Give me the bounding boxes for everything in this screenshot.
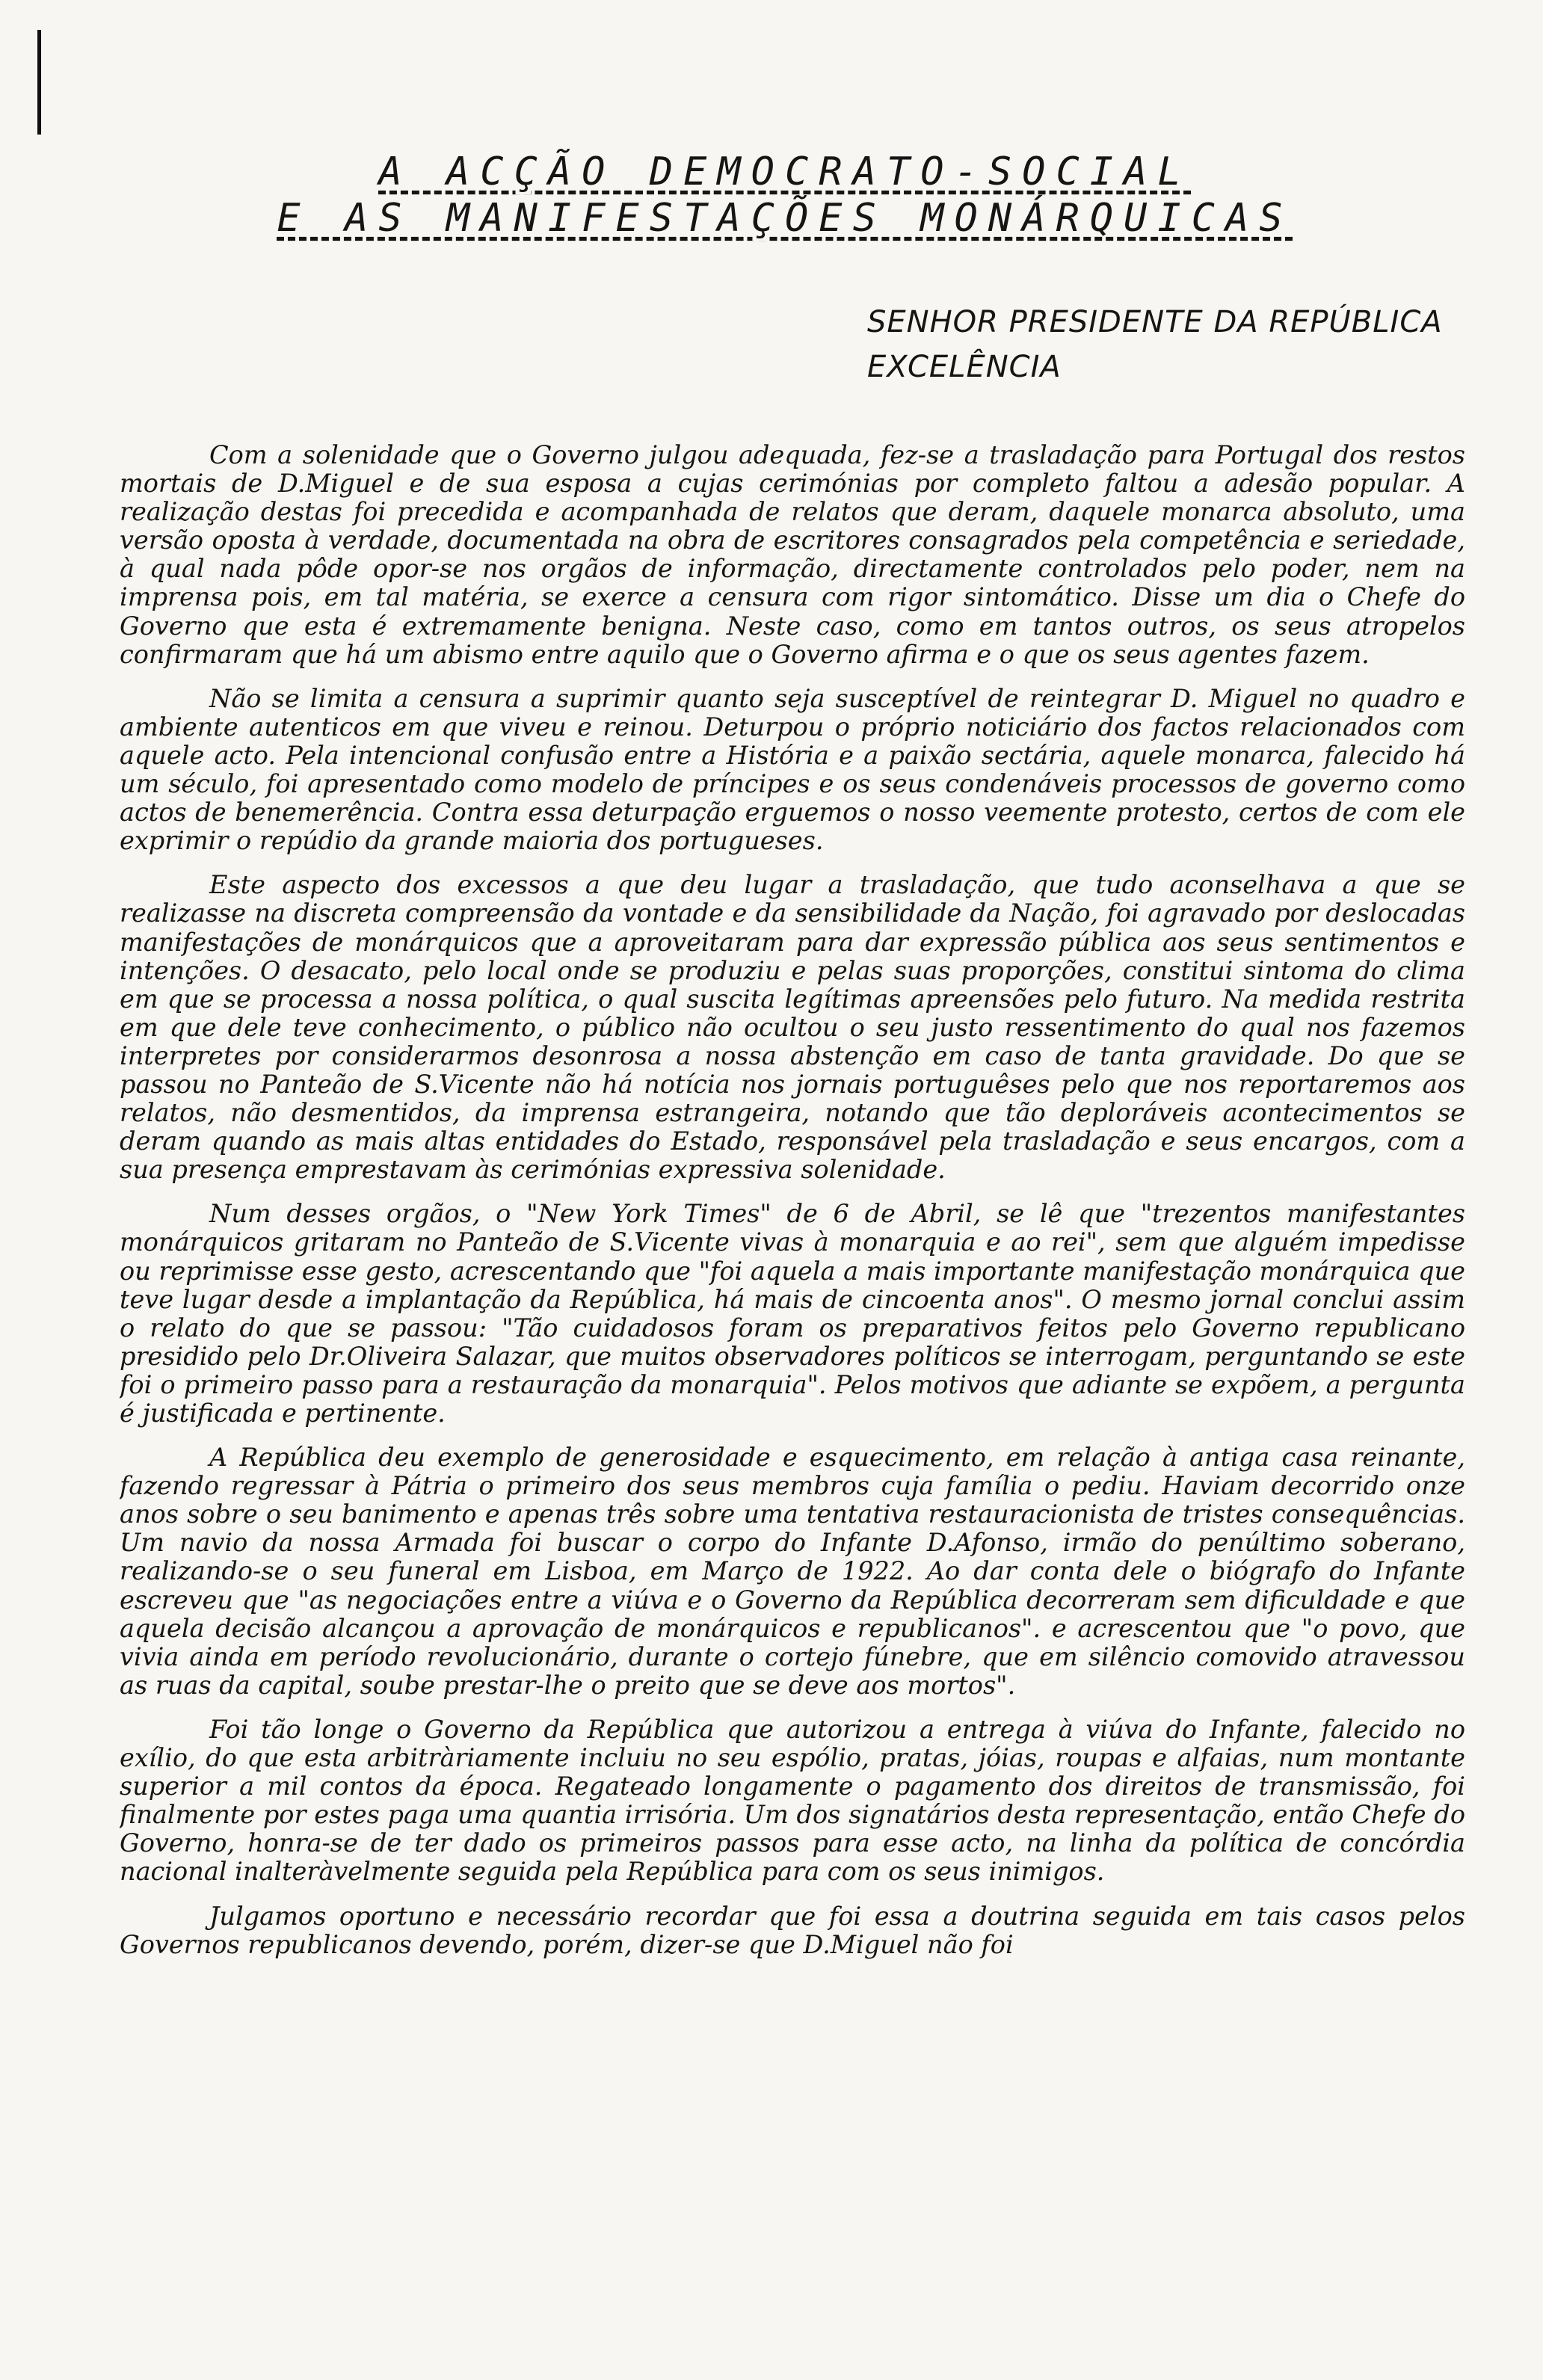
paragraph: Com a solenidade que o Governo julgou adequada, fez-se a trasladação para Portugal dos restos mortais de D.Miguel e de sua esposa a cujas cerimónias por completo faltou a adesão popular. A realização destas foi precedida e acompanhada de relatos que deram, daquele monarca absoluto, uma versão oposta à verdade, documentada na obra de escritores consagrados pela competência e seriedade, à qual nada pôde opor-se nos orgãos de informação, directamente controlados pelo poder, nem na imprensa pois, em tal matéria, se exerce a censura com rigor sintomático. Disse um dia o Chefe do Governo que esta é extremamente benigna. Neste caso, como em tantos outros, os seus atropelos confirmaram que há um abismo entre aquilo que o Governo afirma e o que os seus agentes fazem. (120, 441, 1465, 669)
paragraph: A República deu exemplo de generosidade e esquecimento, em relação à antiga casa reinante, fazendo regressar à Pátria o primeiro dos seus membros cuja família o pediu. Haviam decorrido onze anos sobre o seu banimento e apenas três sobre uma tentativa restauracionista de tristes consequências. Um navio da nossa Armada foi buscar o corpo do Infante D.Afonso, irmão do penúltimo soberano, realizando-se o seu funeral em Lisboa, em Março de 1922. Ao dar conta dele o biógrafo do Infante escreveu que "as negociações entre a viúva e o Governo da República decorreram sem dificuldade e que aquela decisão alcançou a aprovação de monárquicos e republicanos". e acrescentou que "o povo, que vivia ainda em período revolucionário, durante o cortejo fúnebre, que em silêncio comovido atravessou as ruas da capital, soube prestar-lhe o preito que se deve aos mortos". (120, 1443, 1465, 1700)
margin-mark (37, 30, 41, 135)
document-title-line-2: E AS MANIFESTAÇÕES MONÁRQUICAS (277, 196, 1293, 241)
paragraph: Não se limita a censura a suprimir quanto seja susceptível de reintegrar D. Miguel no quadro e ambiente autenticos em que viveu e reinou. Deturpou o próprio noticiário dos factos relacionados com aquele acto. Pela intencional confusão entre a História e a paixão sectária, aquele monarca, falecido há um século, foi apresentado como modelo de príncipes e os seus condenáveis processos de governo como actos de benemerência. Contra essa deturpação erguemos o nosso veemente protesto, certos de com ele exprimir o repúdio da grande maioria dos portugueses. (120, 683, 1465, 856)
addressee: SENHOR PRESIDENTE DA REPÚBLICA (867, 305, 1443, 339)
paragraph: Num desses orgãos, o "New York Times" de 6 de Abril, se lê que "trezentos manifestantes monárquicos gritaram no Panteão de S.Vicente vivas à monarquia e ao rei", sem que alguém impedisse ou reprimisse esse gesto, acrescentando que "foi aquela a mais importante manifestação monárquica que teve lugar desde a implantação da República, há mais de cincoenta anos". O mesmo jornal conclui assim o relato do que se passou: "Tão cuidadosos foram os preparativos feitos pelo Governo republicano presidido pelo Dr.Oliveira Salazar, que muitos observadores políticos se interrogam, perguntando se este foi o primeiro passo para a restauração da monarquia". Pelos motivos que adiante se expõem, a pergunta é justificada e pertinente. (120, 1199, 1465, 1428)
document-title-line-1: A ACÇÃO DEMOCRATO-SOCIAL (378, 149, 1192, 194)
paragraph: Julgamos oportuno e necessário recordar que foi essa a doutrina seguida em tais casos pelos Governos republicanos devendo, porém, dizer-se que D.Miguel não foi (120, 1901, 1465, 1959)
paragraph: Este aspecto dos excessos a que deu lugar a trasladação, que tudo aconselhava a que se realizasse na discreta compreensão da vontade e da sensibilidade da Nação, foi agravado por deslocadas manifestações de monárquicos que a aproveitaram para dar expressão pública aos seus sentimentos e intenções. O desacato, pelo local onde se produziu e pelas suas proporções, constitui sintoma do clima em que se processa a nossa política, o qual suscita legítimas apreensões pelo futuro. Na medida restrita em que dele teve conhecimento, o público não ocultou o seu justo ressentimento do qual nos fazemos interpretes por considerarmos desonrosa a nossa abstenção em caso de tanta gravidade. Do que se passou no Panteão de S.Vicente não há notícia nos jornais portuguêses pelo que nos reportaremos aos relatos, não desmentidos, da imprensa estrangeira, notando que tão deploráveis acontecimentos se deram quando as mais altas entidades do Estado, responsável pela trasladação e seus encargos, com a sua presença emprestavam às cerimónias expressiva solenidade. (120, 870, 1465, 1185)
letter-body (120, 441, 1465, 2355)
paragraph: Foi tão longe o Governo da República que autorizou a entrega à viúva do Infante, falecido no exílio, do que esta arbitràriamente incluiu no seu espólio, pratas, jóias, roupas e alfaias, num montante superior a mil contos da época. Regateado longamente o pagamento dos direitos de transmissão, foi finalmente por estes paga uma quantia irrisória. Um dos signatários desta representação, então Chefe do Governo, honra-se de ter dado os primeiros passos para esse acto, na linha da política de concórdia nacional inalteràvelmente seguida pela República para com os seus inimigos. (120, 1714, 1465, 1887)
salutation: EXCELÊNCIA (867, 350, 1062, 384)
